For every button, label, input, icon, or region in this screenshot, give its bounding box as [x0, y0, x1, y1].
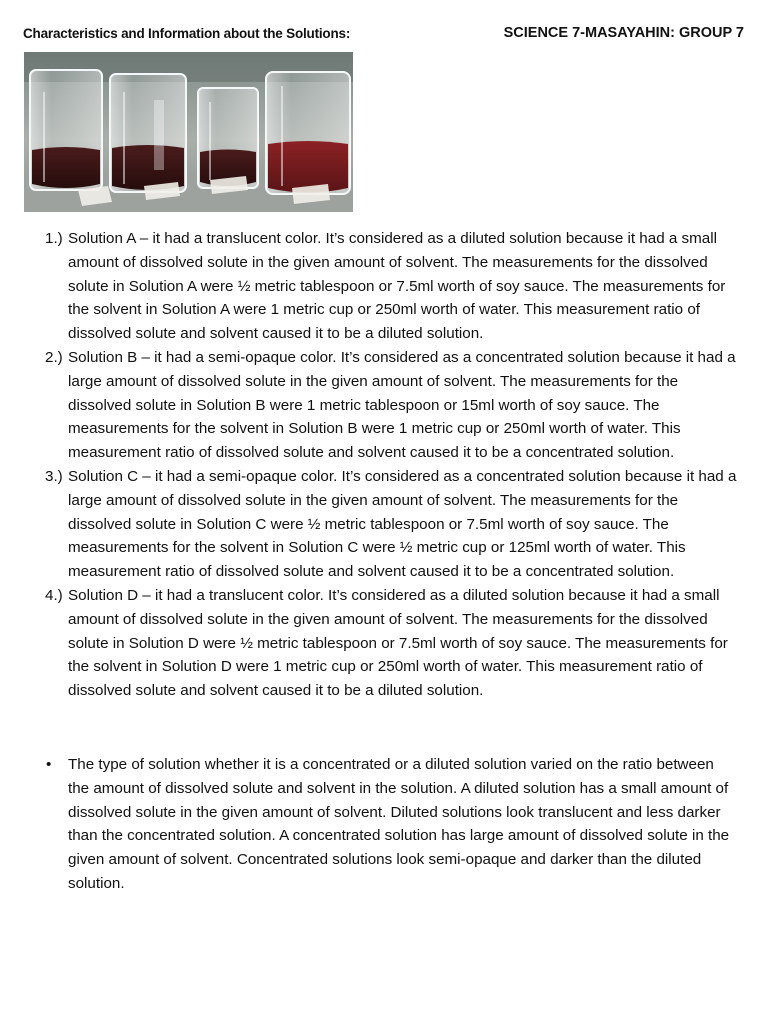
item-text: The type of solution whether it is a concentrated or a diluted solution varied on the ratio between the amount of dissolved solute and solvent in the solution. A diluted solution has a small amount of dissolved solute in the given amount of solvent. Diluted solutions look translucent and less darker than the concentrated solution. A concentrated solution has large amount of dissolved solute in the given amount of solvent. Concentrated solutions look semi-opaque and darker than the diluted solution.: [68, 755, 730, 892]
beaker-a: [30, 70, 102, 190]
document-body: [0, 227, 768, 896]
list-item: [0, 584, 768, 703]
bullet-icon: •: [46, 755, 52, 773]
beaker-c: [198, 88, 258, 188]
item-number: 1.): [45, 230, 63, 247]
notes-list: [0, 753, 768, 896]
item-number: 2.): [45, 348, 63, 366]
item-text: Solution C – it had a semi-opaque color. It’s considered as a concentrated solution because it had a large amount of dissolved solute in the given amount of solvent. The measurements for the dissolved solute in Solution C were ½ metric tablespoon or 7.5ml worth of soy sauce. The measurements for the solvent in Solution C were ½ metric cup or 125ml worth of water. This measurement ratio of dissolved solute and solvent caused it to be a concentrated solution.: [68, 467, 737, 581]
item-number: 3.): [45, 467, 63, 485]
list-item: [0, 753, 768, 896]
list-item: [0, 227, 768, 346]
item-text: Solution D – it had a translucent color. It’s considered as a diluted solution because it had a small amount of dissolved solute in the given amount of solvent. The measurements for the dissolved solute in Solution D were ½ metric tablespoon or 7.5ml worth of soy sauce. The measurements for the solvent in Solution D were 1 metric cup or 250ml worth of water. This measurement ratio of dissolved solute and solvent caused it to be a diluted solution.: [68, 586, 728, 700]
item-text: Solution B – it had a semi-opaque color. It’s considered as a concentrated solution because it had a large amount of dissolved solute in the given amount of solvent. The measurements for the dissolved solute in Solution B were 1 metric tablespoon or 15ml worth of soy sauce. The measurements for the solvent in Solution B were 1 metric cup or 250ml worth of water. This measurement ratio of dissolved solute and solvent caused it to be a concentrated solution.: [68, 348, 736, 462]
beakers-photo: [24, 52, 353, 212]
beaker-b: [110, 74, 186, 192]
list-item: [0, 465, 768, 584]
solutions-list: [0, 227, 768, 703]
item-number: 4.): [45, 586, 63, 604]
group-label: SCIENCE 7-MASAYAHIN: GROUP 7: [503, 25, 744, 41]
list-item: [0, 346, 768, 465]
item-text: Solution A – it had a translucent color. It’s considered as a diluted solution because it had a small amount of dissolved solute in the given amount of solvent. The measurements for the dissolved solute in Solution A were ½ metric tablespoon or 7.5ml worth of soy sauce. The measurements for the solvent in Solution A were 1 metric cup or 250ml worth of water. This measurement ratio of dissolved solute and solvent caused it to be a diluted solution.: [68, 230, 726, 343]
document-title: Characteristics and Information about the Solutions:: [23, 26, 351, 41]
beaker-d: [266, 72, 350, 194]
